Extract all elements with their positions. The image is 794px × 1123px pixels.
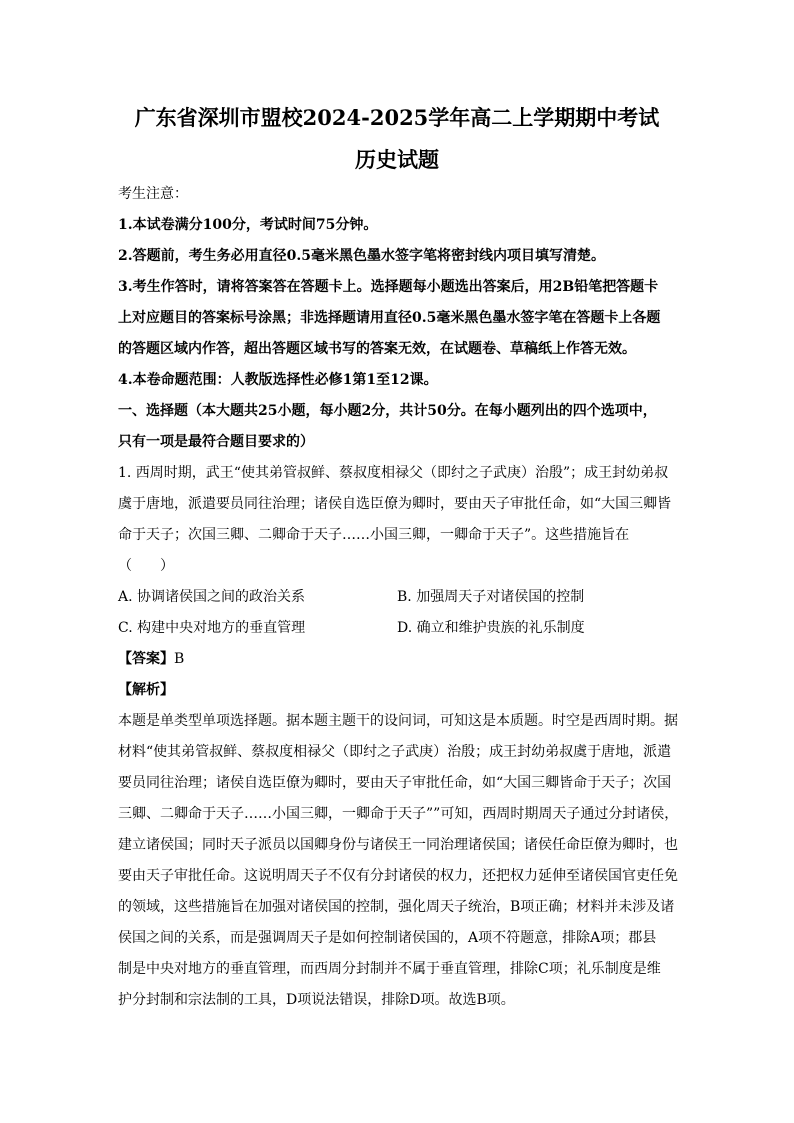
page-title: 广东省深圳市盟校2024-2025学年高二上学期期中考试 (134, 105, 660, 130)
question-stem-line: 1. 西周时期，武王“使其弟管叔鲜、蔡叔度相禄父（即纣之子武庚）治殷”；成王封幼弟叔 (118, 465, 669, 481)
notice-label: 考生注意： (118, 186, 188, 202)
notice-item: 2.答题前，考生务必用直径0.5毫米黑色墨水签字笔将密封线内项目填写清楚。 (118, 248, 605, 264)
notice-item: 4.本卷命题范围：人教版选择性必修1第1至12课。 (118, 372, 438, 388)
question-stem-line: 命于天子；次国三卿、二卿命于天子……小国三卿，一卿命于天子”。这些措施旨在 (118, 527, 630, 543)
options-row (118, 613, 676, 644)
section-heading-line: 一、选择题（本大题共25小题，每小题2分，共计50分。在每小题列出的四个选项中， (118, 403, 657, 419)
section-heading-line: 只有一项是最符合题目要求的） (118, 434, 314, 450)
option-b: B. 加强周天子对诸侯国的控制 (397, 589, 585, 605)
option-d: D. 确立和维护贵族的礼乐制度 (397, 620, 585, 636)
question-stem-line: 虞于唐地，派遣要员同往治理；诸侯自选臣僚为卿时，要由天子审批任命，如“大国三卿皆 (118, 496, 672, 512)
answer-value: B (174, 651, 185, 667)
analysis-label: 【解析】 (118, 682, 174, 698)
analysis-line: 要由天子审批任命。这说明周天子不仅有分封诸侯的权力，还把权力延伸至诸侯国官吏任免 (118, 868, 678, 884)
analysis-line: 制是中央对地方的垂直管理，而西周分封制并不属于垂直管理，排除C项；礼乐制度是维 (118, 961, 661, 977)
notice-item: 上对应题目的答案标号涂黑；非选择题请用直径0.5毫米黑色墨水签字笔在答题卡上各题 (118, 310, 661, 326)
analysis-line: 材料“使其弟管叔鲜、蔡叔度相禄父（即纣之子武庚）治殷；成王封幼弟叔虞于唐地，派遣 (118, 744, 672, 760)
analysis-line: 的领域，这些措施旨在加强对诸侯国的控制，强化周天子统治，B项正确；材料并未涉及诸 (118, 899, 675, 915)
analysis-line: 侯国之间的关系，而是强调周天子是如何控制诸侯国的，A项不符题意，排除A项；郡县 (118, 930, 657, 946)
analysis-line: 建立诸侯国；同时天子派员以国卿身份与诸侯王一同治理诸侯国；诸侯任命臣僚为卿时，也 (118, 837, 678, 853)
question-1 (118, 458, 679, 1016)
page-subtitle: 历史试题 (355, 147, 439, 172)
exam-notice (118, 179, 676, 396)
answer-line (118, 644, 676, 675)
notice-item: 3.考生作答时，请将答案答在答题卡上。选择题每小题选出答案后，用2B铅笔把答题卡 (118, 279, 659, 295)
option-a: A. 协调诸侯国之间的政治关系 (118, 589, 306, 605)
analysis-line: 三卿、二卿命于天子……小国三卿，一卿命于天子””可知，西周时期周天子通过分封诸侯， (118, 806, 679, 822)
option-c: C. 构建中央对地方的垂直管理 (118, 620, 306, 636)
analysis-line: 护分封制和宗法制的工具，D项说法错误，排除D项。故选B项。 (118, 992, 515, 1008)
section-heading (118, 396, 676, 458)
options-row (118, 582, 676, 613)
notice-item: 的答题区域内作答，超出答题区域书写的答案无效，在试题卷、草稿纸上作答无效。 (118, 341, 636, 357)
notice-item: 1.本试卷满分100分，考试时间75分钟。 (118, 217, 378, 233)
answer-bracket: （ ） (118, 558, 174, 574)
analysis-line: 本题是单类型单项选择题。据本题主题干的设问词，可知这是本质题。时空是西周时期。据 (118, 713, 678, 729)
answer-label: 【答案】 (118, 651, 174, 667)
analysis-text (118, 706, 679, 1016)
analysis-line: 要员同往治理；诸侯自选臣僚为卿时，要由天子审批任命，如“大国三卿皆命于天子；次国 (118, 775, 672, 791)
